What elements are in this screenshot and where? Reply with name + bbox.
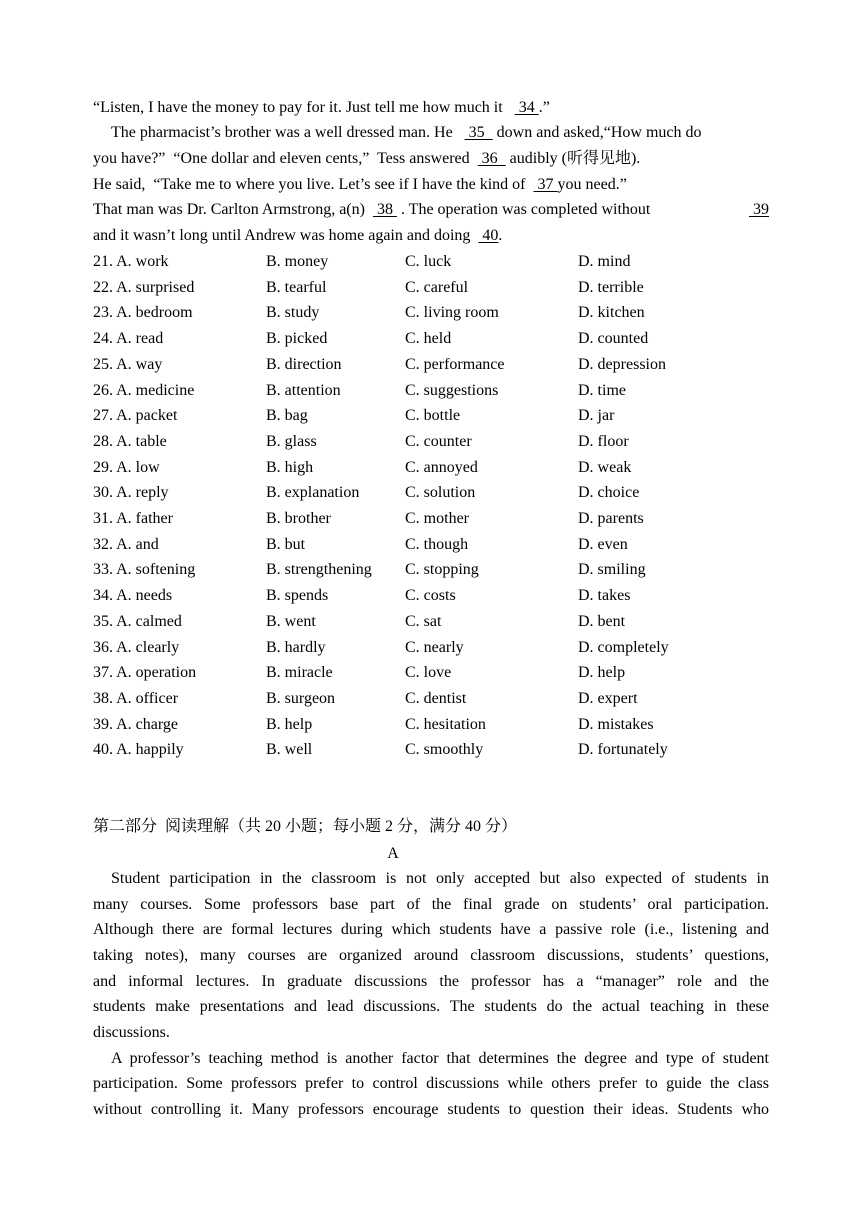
text: audibly (听得见地). xyxy=(505,150,641,167)
passage-line-5: and informal lectures. In graduate discussions the professor has a “manager” role and the xyxy=(93,973,769,990)
passage-line-3: Although there are formal lectures during which students have a passive role (i.e., listening and xyxy=(93,921,769,938)
option-a: 36. A. clearly xyxy=(93,639,180,656)
option-d: D. smiling xyxy=(578,561,646,578)
text: down and asked,“How much do xyxy=(492,124,702,141)
option-d: D. mind xyxy=(578,253,631,270)
option-a: 29. A. low xyxy=(93,459,160,476)
option-b: B. but xyxy=(266,536,306,553)
text: and it wasn’t long until Andrew was home again and doing xyxy=(93,227,479,244)
cloze-line-6 xyxy=(93,226,502,246)
option-b: B. strengthening xyxy=(266,561,372,578)
option-b: B. well xyxy=(266,741,313,758)
section-heading: 第二部分 阅读理解（共 20 小题；每小题 2 分，满分 40 分） xyxy=(93,818,518,835)
option-b: B. explanation xyxy=(266,484,360,501)
text: .” xyxy=(538,99,550,116)
option-b: B. glass xyxy=(266,433,317,450)
option-a: 31. A. father xyxy=(93,510,173,527)
cloze-line-3 xyxy=(93,149,640,169)
option-a: 39. A. charge xyxy=(93,716,179,733)
text: He said, “Take me to where you live. Let’s see if I have the kind of xyxy=(93,176,534,193)
passage-line-7: discussions. xyxy=(93,1024,170,1041)
option-d: D. weak xyxy=(578,459,632,476)
option-d: D. kitchen xyxy=(578,304,645,321)
option-c: C. hesitation xyxy=(405,716,486,733)
option-d: D. floor xyxy=(578,433,629,450)
option-a: 21. A. work xyxy=(93,253,169,270)
blank-34: 34 xyxy=(514,99,539,116)
option-c: C. careful xyxy=(405,279,469,296)
cloze-line-4 xyxy=(93,175,627,195)
option-c: C. though xyxy=(405,536,469,553)
option-b: B. help xyxy=(266,716,313,733)
option-a: 24. A. read xyxy=(93,330,164,347)
option-d: D. depression xyxy=(578,356,666,373)
option-a: 37. A. operation xyxy=(93,664,197,681)
option-a: 35. A. calmed xyxy=(93,613,182,630)
cloze-line-5 xyxy=(93,200,769,220)
blank-37: 37 xyxy=(533,176,558,193)
text: That man was Dr. Carlton Armstrong, a(n) xyxy=(93,201,373,218)
option-d: D. even xyxy=(578,536,628,553)
passage-line-2: many courses. Some professors base part of the final grade on students’ oral participation. xyxy=(93,896,769,913)
option-c: C. love xyxy=(405,664,452,681)
option-b: B. miracle xyxy=(266,664,333,681)
option-d: D. completely xyxy=(578,639,669,656)
option-d: D. jar xyxy=(578,407,615,424)
option-a: 22. A. surprised xyxy=(93,279,195,296)
option-a: 28. A. table xyxy=(93,433,167,450)
option-c: C. bottle xyxy=(405,407,461,424)
option-d: D. parents xyxy=(578,510,644,527)
option-d: D. expert xyxy=(578,690,638,707)
option-a: 38. A. officer xyxy=(93,690,179,707)
option-b: B. spends xyxy=(266,587,329,604)
option-c: C. living room xyxy=(405,304,499,321)
text: . The operation was completed without xyxy=(396,201,663,218)
option-c: C. solution xyxy=(405,484,476,501)
option-c: C. costs xyxy=(405,587,456,604)
option-a: 26. A. medicine xyxy=(93,382,195,399)
passage-line-10: without controlling it. Many professors encourage students to question their ideas. Students who xyxy=(93,1101,769,1118)
option-b: B. brother xyxy=(266,510,331,527)
option-d: D. fortunately xyxy=(578,741,668,758)
option-d: D. time xyxy=(578,382,626,399)
option-a: 34. A. needs xyxy=(93,587,173,604)
option-b: B. went xyxy=(266,613,316,630)
text: you need.” xyxy=(557,176,627,193)
option-d: D. counted xyxy=(578,330,649,347)
option-c: C. nearly xyxy=(405,639,464,656)
option-b: B. direction xyxy=(266,356,342,373)
option-b: B. hardly xyxy=(266,639,326,656)
blank-36: 36 xyxy=(477,150,506,167)
option-d: D. help xyxy=(578,664,626,681)
passage-line-9: participation. Some professors prefer to control discussions while others prefer to guide the class xyxy=(93,1075,769,1092)
option-a: 25. A. way xyxy=(93,356,163,373)
passage-line-1: Student participation in the classroom is not only accepted but also expected of students in xyxy=(111,870,769,887)
option-c: C. dentist xyxy=(405,690,467,707)
option-b: B. picked xyxy=(266,330,328,347)
option-a: 27. A. packet xyxy=(93,407,178,424)
option-c: C. annoyed xyxy=(405,459,478,476)
text: “Listen, I have the money to pay for it. Just tell me how much it xyxy=(93,99,515,116)
option-d: D. terrible xyxy=(578,279,644,296)
passage-line-8: A professor’s teaching method is another factor that determines the degree and type of student xyxy=(111,1050,769,1067)
option-c: C. sat xyxy=(405,613,442,630)
text: The pharmacist’s brother was a well dressed man. He xyxy=(111,124,465,141)
text: you have?” “One dollar and eleven cents,” Tess answered xyxy=(93,150,478,167)
option-c: C. held xyxy=(405,330,452,347)
text: . xyxy=(498,227,503,244)
blank-40: 40 xyxy=(478,227,499,244)
option-d: D. choice xyxy=(578,484,640,501)
option-b: B. high xyxy=(266,459,314,476)
passage-label: A xyxy=(387,845,399,862)
option-c: C. smoothly xyxy=(405,741,484,758)
option-b: B. study xyxy=(266,304,320,321)
option-d: D. bent xyxy=(578,613,626,630)
option-a: 32. A. and xyxy=(93,536,159,553)
option-a: 33. A. softening xyxy=(93,561,196,578)
option-d: D. takes xyxy=(578,587,631,604)
option-b: B. attention xyxy=(266,382,341,399)
blank-39: 39 xyxy=(749,201,769,218)
blank-38: 38 xyxy=(372,201,397,218)
option-b: B. bag xyxy=(266,407,308,424)
option-b: B. tearful xyxy=(266,279,327,296)
blank-35: 35 xyxy=(464,124,493,141)
option-d: D. mistakes xyxy=(578,716,654,733)
option-b: B. surgeon xyxy=(266,690,336,707)
option-c: C. suggestions xyxy=(405,382,499,399)
option-c: C. performance xyxy=(405,356,505,373)
option-c: C. counter xyxy=(405,433,472,450)
option-a: 30. A. reply xyxy=(93,484,169,501)
option-b: B. money xyxy=(266,253,329,270)
passage-line-4: taking notes), many courses are organized around classroom discussions, students’ questions, xyxy=(93,947,769,964)
option-a: 23. A. bedroom xyxy=(93,304,193,321)
cloze-line-1 xyxy=(93,98,550,118)
option-c: C. luck xyxy=(405,253,452,270)
passage-line-6: students make presentations and lead discussions. The students do the actual teaching in these xyxy=(93,998,769,1015)
option-a: 40. A. happily xyxy=(93,741,184,758)
option-c: C. mother xyxy=(405,510,469,527)
option-c: C. stopping xyxy=(405,561,479,578)
cloze-line-2 xyxy=(111,123,702,143)
